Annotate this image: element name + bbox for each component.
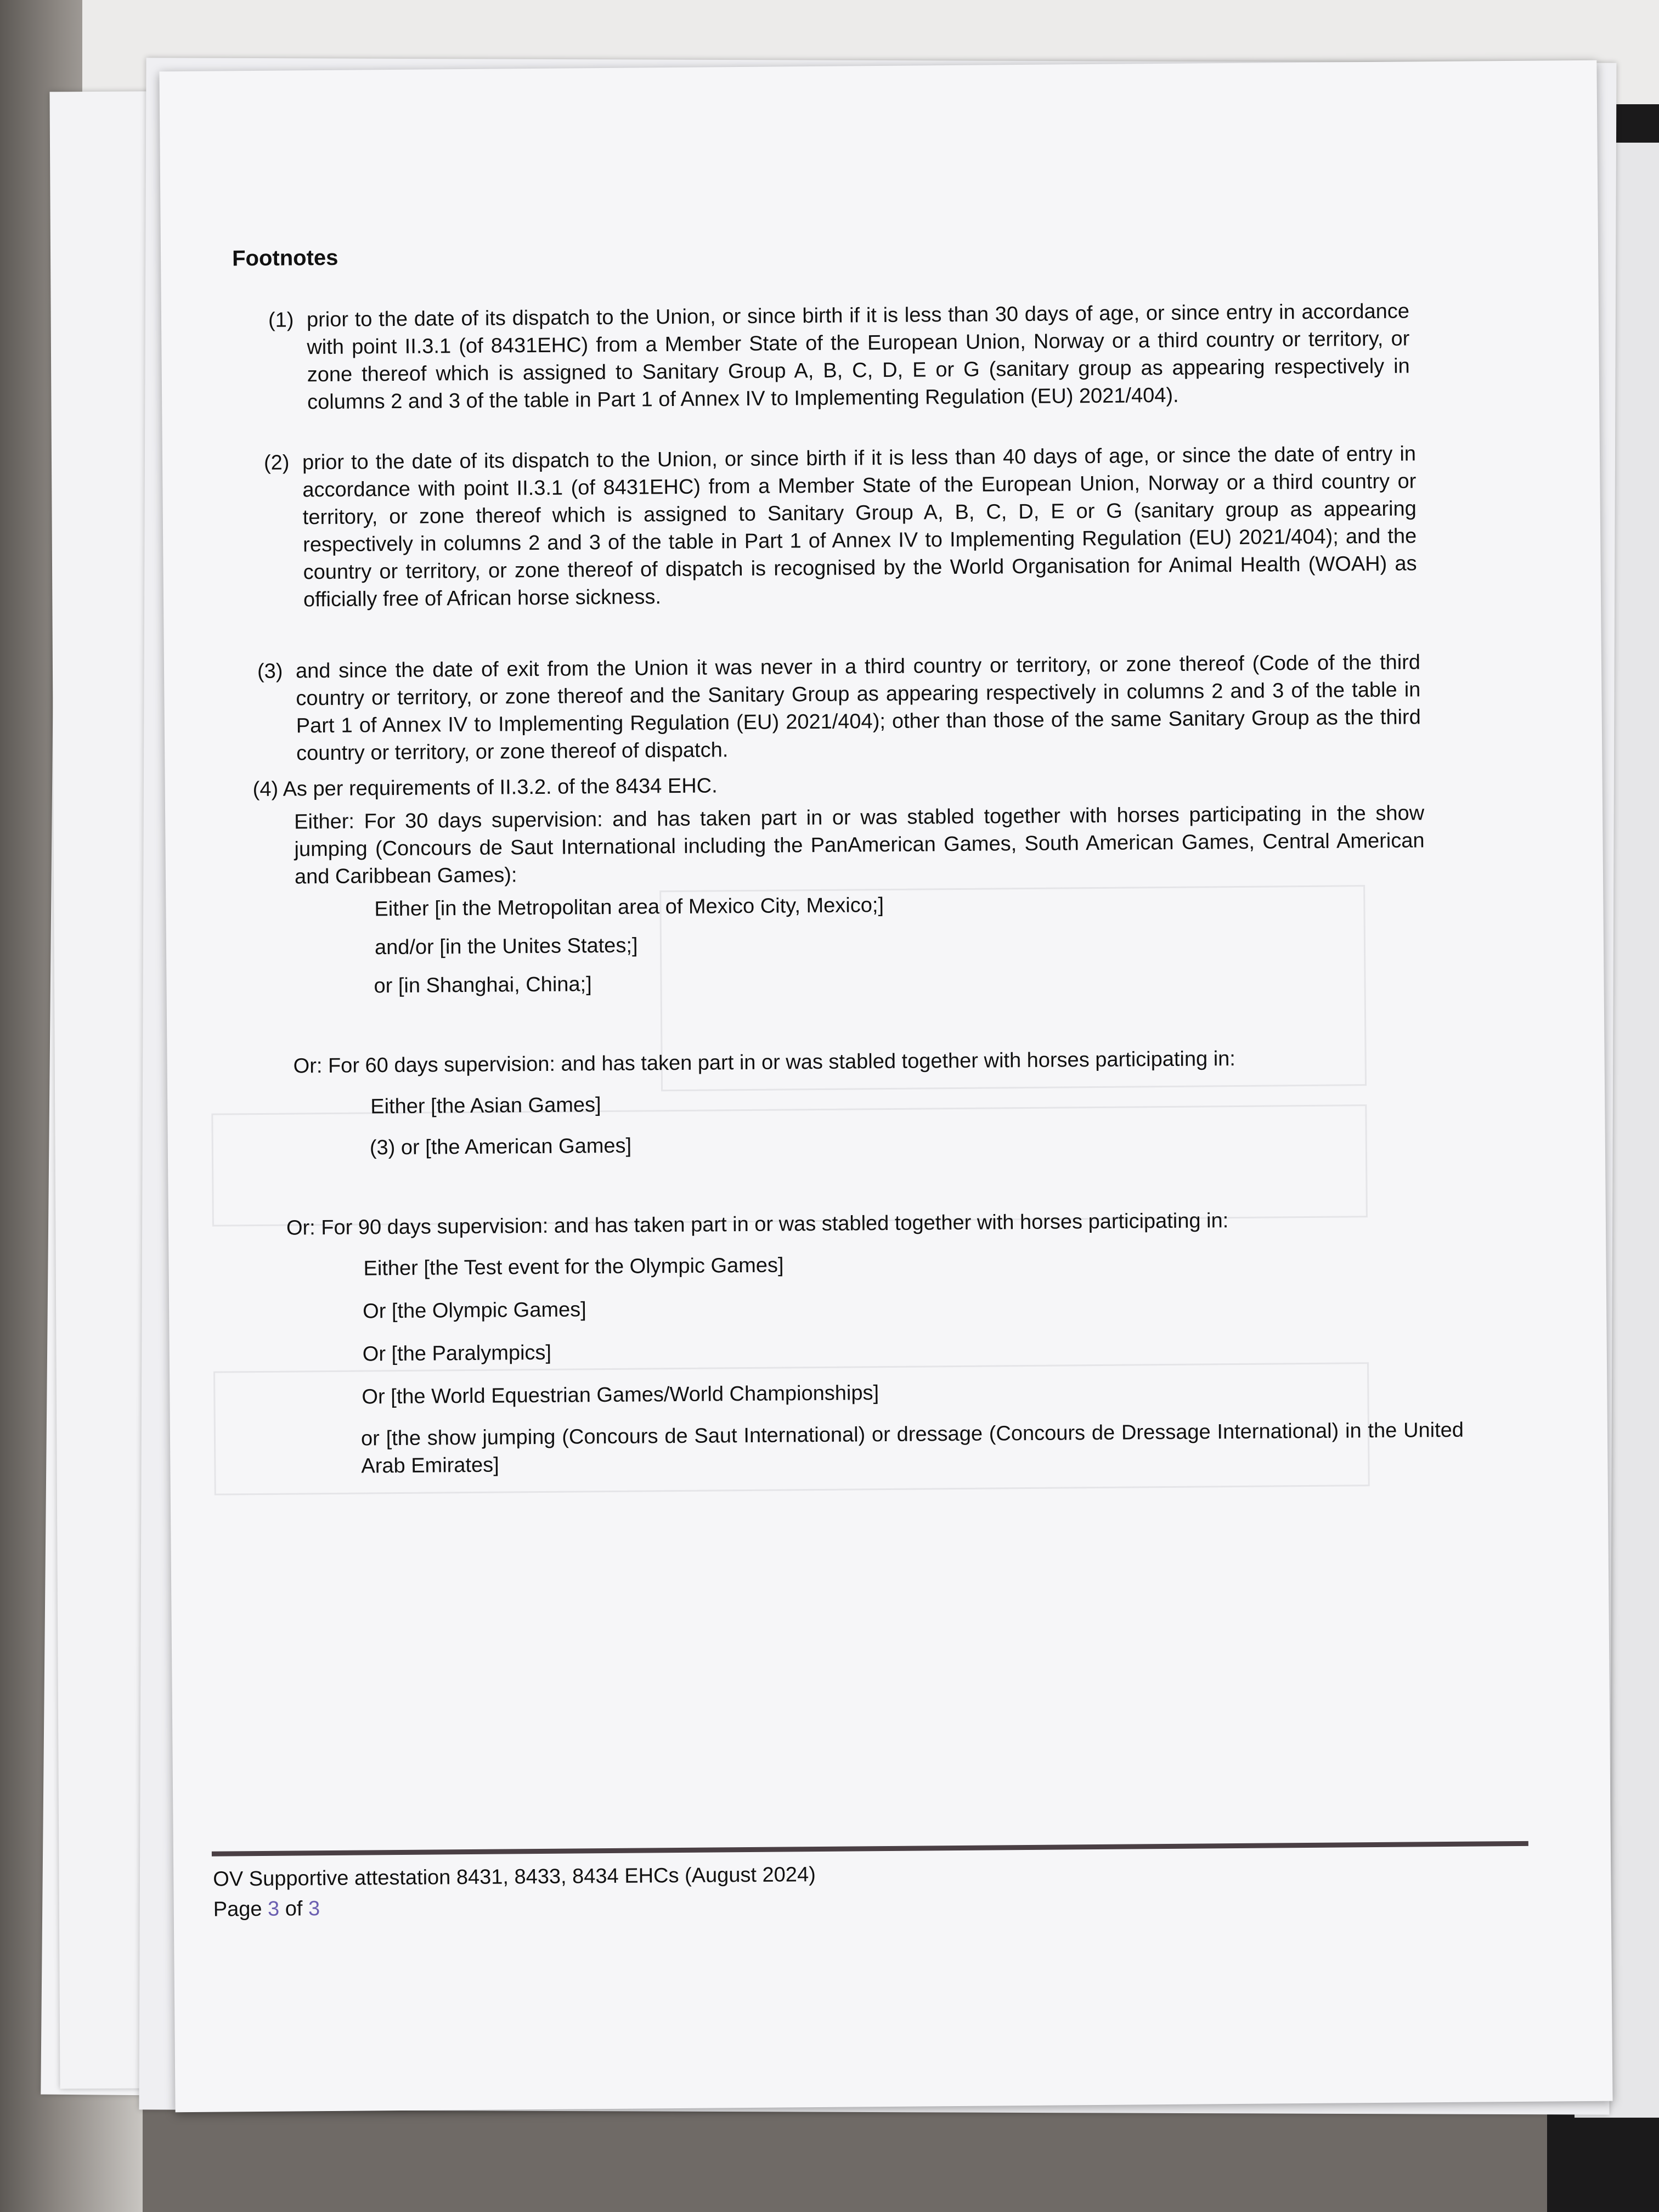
option-30-united-states: and/or [in the Unites States;] [374, 934, 638, 960]
page-current: 3 [267, 1897, 280, 1921]
option-90-test-event: Either [the Test event for the Olympic Games] [363, 1254, 784, 1280]
footnote-4-or-90-days: Or: For 90 days supervision: and has taken part in or was stabled together with horses participating in: [286, 1209, 1229, 1240]
page-total: 3 [308, 1897, 320, 1921]
footer-divider [212, 1841, 1528, 1857]
option-30-shanghai: or [in Shanghai, China;] [374, 973, 592, 998]
page-of: of [285, 1897, 303, 1921]
footnote-3 [257, 648, 1421, 768]
footnote-number: (3) [257, 659, 283, 683]
footnotes-heading: Footnotes [232, 245, 338, 271]
footnote-text: prior to the date of its dispatch to the Union, or since birth if it is less than 40 days of age, or since the date of entry in accordance with point II.3.1 (of 8431EHC) from a Member State of the European Union, Norway or a third country or territory, or zone thereof which is assigned to Sanitary Group A, B, C, D, E or G (sanitary group as appearing respectively in columns 2 and 3 of the table in Part 1 of Annex IV to Implementing Regulation (EU) 2021/404); and the country or territory, or zone thereof of dispatch is recognised by the World Organisation for Animal Health (WOAH) as officially free of African horse sickness. [302, 442, 1417, 612]
option-90-world-equestrian: Or [the World Equestrian Games/World Championships] [362, 1381, 879, 1409]
footnote-4-or-60-days: Or: For 60 days supervision: and has taken part in or was stabled together with horses participating in: [293, 1047, 1236, 1078]
footnote-2 [264, 440, 1417, 613]
footnote-text: and since the date of exit from the Union it was never in a third country or territory, or zone thereof (Code of the third country or territory, or zone thereof and the Sanitary Group as appearing respectively in columns 2 and 3 of the table in Part 1 of Annex IV to Implementing Regulation (EU) 2021/404); other than those of the same Sanitary Group as the third country or territory, or zone thereof of dispatch. [295, 651, 1421, 765]
footnote-text: prior to the date of its dispatch to the Union, or since birth if it is less than 30 days of age, or since entry in accordance with point II.3.1 (of 8431EHC) from a Member State of the European Union, Norway or a third country or territory, or zone thereof which is assigned to Sanitary Group A, B, C, D, E or G (sanitary group as appearing respectively in columns 2 and 3 of the table in Part 1 of Annex IV to Implementing Regulation (EU) 2021/404). [306, 300, 1410, 414]
footnote-number: (2) [263, 451, 290, 475]
page-label: Page [213, 1897, 262, 1921]
document-page [159, 60, 1612, 2112]
option-60-american-games: (3) or [the American Games] [369, 1134, 632, 1160]
footnote-number: (1) [268, 308, 294, 332]
footnote-1 [268, 297, 1410, 416]
option-90-uae: or [the show jumping (Concours de Saut International) or dressage (Concours de Dressage International) in the United Arab Emirates] [360, 1418, 1464, 1478]
option-90-olympic-games: Or [the Olympic Games] [363, 1298, 586, 1323]
footnote-4-either-30-days: Either: For 30 days supervision: and has taken part in or was stabled together with horses participating in the show jumping (Concours de Saut International including the PanAmerican Games, South American Games, Central American and Caribbean Games): [294, 802, 1425, 889]
footer-title: OV Supportive attestation 8431, 8433, 8434 EHCs (August 2024) [213, 1863, 816, 1891]
option-30-mexico: Either [in the Metropolitan area of Mexico City, Mexico;] [374, 894, 884, 921]
option-90-paralympics: Or [the Paralympics] [362, 1341, 552, 1366]
option-60-asian-games: Either [the Asian Games] [370, 1093, 601, 1119]
page-indicator [213, 1897, 320, 1922]
footnote-4-intro: (4) As per requirements of II.3.2. of the 8434 EHC. [252, 774, 718, 802]
